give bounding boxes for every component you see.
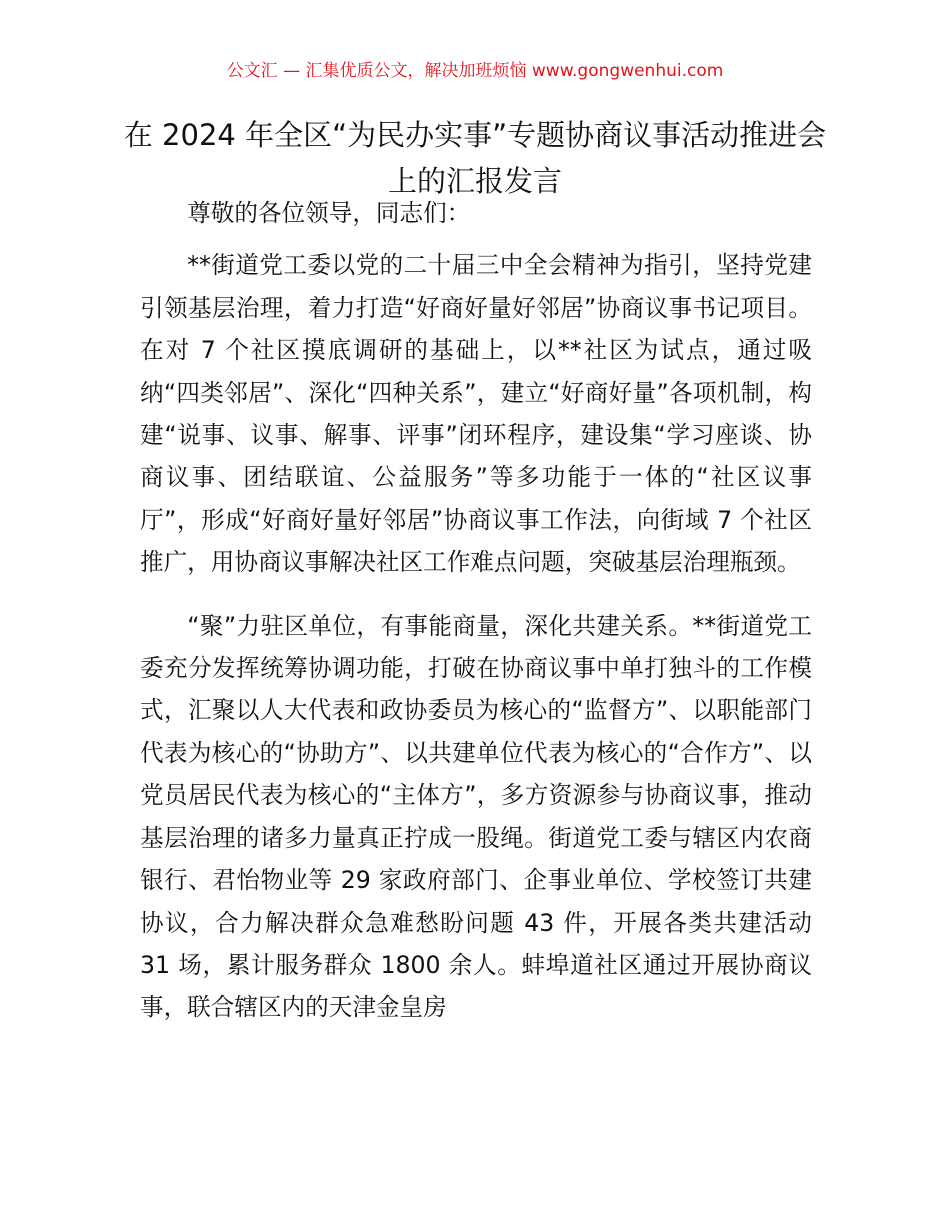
paragraph-2: “聚”力驻区单位，有事能商量，深化共建关系。**街道党工委充分发挥统筹协调功能，打破在协商议事中单打独斗的工作模式，汇聚以人大代表和政协委员为核心的“监督方”、以职能部门代表为核心的“协助方”、以共建单位代表为核心的“合作方”、以党员居民代表为核心的“主体方”，多方资源参与协商议事，推动基层治理的诸多力量真正拧成一股绳。街道党工委与辖区内农商银行、君怡物业等 29 家政府部门、企事业单位、学校签订共建协议，合力解决群众急难愁盼问题 43 件，开展各类共建活动 31 场，累计服务群众 1800 余人。蚌埠道社区通过开展协商议事，联合辖区内的天津金皇房	[140, 611, 812, 1022]
paragraph-1: **街道党工委以党的二十届三中全会精神为指引，坚持党建引领基层治理，着力打造“好商好量好邻居”协商议事书记项目。在对 7 个社区摸底调研的基础上，以**社区为试点，通过吸纳“四类邻居”、深化“四种关系”，建立“好商好量”各项机制，构建“说事、议事、解事、评事”闭环程序，建设集“学习座谈、协商议事、团结联谊、公益服务”等多功能于一体的“社区议事厅”，形成“好商好量好邻居”协商议事工作法，向街域 7 个社区推广，用协商议事解决社区工作难点问题，突破基层治理瓶颈。	[140, 251, 812, 577]
site-banner	[0, 56, 950, 81]
document-title: 在 2024 年全区“为民办实事”专题协商议事活动推进会上的汇报发言	[123, 118, 827, 198]
salutation: 尊敬的各位领导，同志们：	[187, 199, 471, 227]
document-body	[140, 192, 812, 1029]
site-banner-text: 公文汇 — 汇集优质公文，解决加班烦恼 www.gongwenhui.com	[226, 61, 724, 81]
